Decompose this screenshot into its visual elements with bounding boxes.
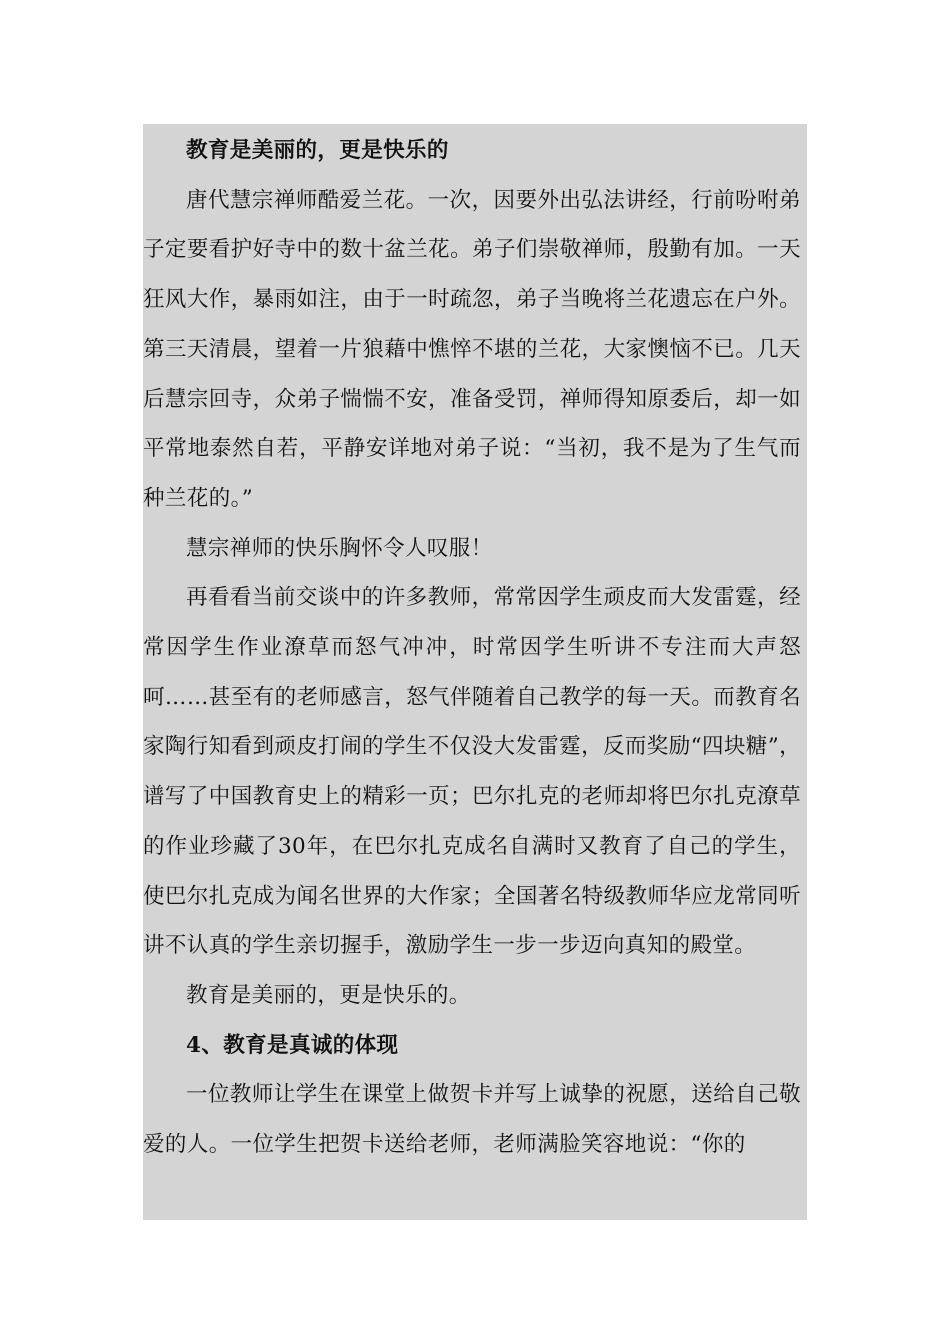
paragraph-teachers: 再看看当前交谈中的许多教师，常常因学生顽皮而大发雷霆，经常因学生作业潦草而怒气冲冲，时常因学生听讲不专注而大声怒呵……甚至有的老师感言，怒气伴随着自己教学的每一天。而教育名家陶行知看到顽皮打闹的学生不仅没大发雷霆，反而奖励“四块糖”，谱写了中国教育史上的精彩一页；巴尔扎克的老师却将巴尔扎克潦草的作业珍藏了30年，在巴尔扎克成名自满时又教育了自己的学生，使巴尔扎克成为闻名世界的大作家；全国著名特级教师华应龙常同听讲不认真的学生亲切握手，激励学生一步一步迈向真知的殿堂。 (143, 585, 801, 959)
paragraph-conclusion: 教育是美丽的，更是快乐的。 (186, 982, 471, 1008)
paragraph-story: 唐代慧宗禅师酷爱兰花。一次，因要外出弘法讲经，行前吩咐弟子定要看护好寺中的数十盆兰花。弟子们崇敬禅师，殷勤有加。一天狂风大作，暴雨如注，由于一时疏忽，弟子当晚将兰花遗忘在户外。第三天清晨，望着一片狼藉中憔悴不堪的兰花，大家懊恼不已。几天后慧宗回寺，众弟子惴惴不安，准备受罚，禅师得知原委后，却一如平常地泰然自若，平静安详地对弟子说：“当初，我不是为了生气而种兰花的。” (143, 187, 801, 511)
paragraph-admiration: 慧宗禅师的快乐胸怀令人叹服！ (186, 535, 493, 561)
document-body (143, 124, 807, 1220)
section-title: 教育是美丽的，更是快乐的 (186, 138, 449, 163)
section4-paragraph: 一位教师让学生在课堂上做贺卡并写上诚挚的祝愿，送给自己敬爱的人。一位学生把贺卡送给老师，老师满脸笑容地说：“你的 (143, 1082, 801, 1158)
section4-title: 4、教育是真诚的体现 (186, 1032, 399, 1058)
